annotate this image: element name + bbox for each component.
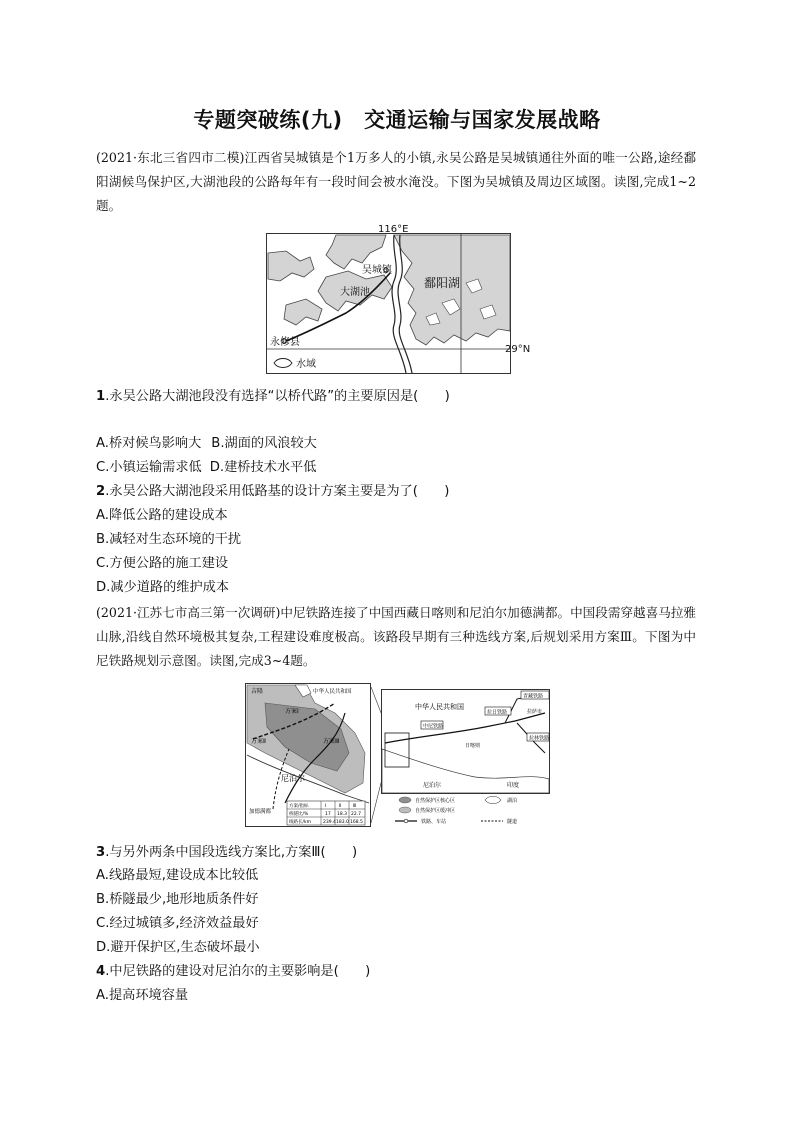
map1-legend-water-label: 水域: [296, 359, 316, 370]
question-3-number: 3: [96, 845, 106, 860]
question-2-option-c: C.方便公路的施工建设: [96, 556, 229, 571]
table-row2-0: 线路长/km: [289, 820, 312, 825]
map-wucheng: [266, 233, 511, 374]
inset-country-label: 中华人民共和国: [313, 689, 352, 695]
right-lhasa-label: 拉萨市: [527, 709, 543, 715]
inset-plan3-label: 方案Ⅲ: [323, 738, 340, 745]
question-1-stem: .永吴公路大湖池段没有选择“以桥代路”的主要原因是( ): [105, 389, 450, 404]
map-wucheng-svg: [266, 233, 511, 374]
question-1-option-c: C.小镇运输需求低: [96, 460, 202, 475]
question-3-stem: .与另外两条中国段选线方案比,方案Ⅲ( ): [105, 845, 358, 860]
inset-plan2-label: 方案Ⅱ: [251, 738, 266, 745]
right-india-label: 印度: [507, 782, 520, 789]
question-1: [96, 387, 450, 407]
map1-lat-text: 29°N: [505, 344, 531, 355]
question-1-number: 1: [96, 389, 106, 404]
table-head-3: Ⅲ: [353, 804, 357, 809]
question-4-option-a: A.提高环境容量: [96, 988, 189, 1003]
question-3-option-d: D.避开保护区,生态破坏最小: [96, 940, 260, 955]
table-row2-2: 183.0: [336, 820, 349, 825]
question-1-option-d: D.建桥技术水平低: [209, 460, 317, 475]
legend-lake-label: 湖泊: [507, 798, 518, 804]
legend-buffer-label: 自然保护区缓冲区: [415, 808, 456, 814]
map1-lon-text: 116°E: [378, 224, 409, 235]
map-china-nepal-railway: [245, 683, 550, 827]
legend-rail-label: 铁路、车站: [421, 819, 447, 825]
question-4-number: 4: [96, 964, 106, 979]
map1-county-label: 永修县: [270, 337, 300, 348]
page-title: 专题突破练(九) 交通运输与国家发展战略: [193, 108, 601, 132]
table-row2-3: 168.5: [350, 820, 363, 825]
question-3-option-c: C.经过城镇多,经济效益最好: [96, 916, 259, 931]
legend-lake-swatch: [485, 796, 501, 804]
question-3-option-a: A.线路最短,建设成本比较低: [96, 868, 259, 883]
table-row1-2: 18.3: [337, 812, 348, 817]
map1-lake-label: 鄱阳湖: [424, 276, 461, 290]
inset-nepal-label: 尼泊尔: [281, 774, 305, 783]
table-head-2: Ⅱ: [339, 804, 342, 809]
question-3-option-b: B.桥隧最少,地形地质条件好: [96, 892, 259, 907]
right-qzrail-label: 青藏铁路: [523, 693, 544, 700]
right-nepal-label: 尼泊尔: [423, 782, 442, 789]
question-4: [96, 962, 370, 982]
inset-plan1-label: 方案Ⅰ: [285, 708, 299, 715]
question-2-option-d: D.减少道路的维护成本: [96, 580, 230, 595]
right-cnrail-label: 中尼铁路: [423, 723, 444, 730]
question-1-option-a: A.桥对候鸟影响大: [96, 436, 202, 451]
question-2-option-a: A.降低公路的建设成本: [96, 508, 228, 523]
question-1-options-row-2: [96, 458, 316, 478]
table-row1-1: 17: [325, 812, 331, 817]
question-2-option-b: B.减轻对生态环境的干扰: [96, 532, 242, 547]
question-2-stem: .永吴公路大湖池段采用低路基的设计方案主要是为了( ): [105, 484, 450, 499]
legend-core-label: 自然保护区核心区: [415, 798, 456, 804]
inset-jilong-label: 吉隆: [251, 688, 264, 695]
right-llrail-label: 拉林铁路: [529, 735, 550, 742]
legend-core-swatch: [399, 797, 411, 803]
table-row2-1: 239.4: [323, 820, 336, 825]
intro-paragraph-1: (2021·东北三省四市二模)江西省吴城镇是个1万多人的小镇,永吴公路是吴城镇通往外面的唯一公路,途经鄱阳湖候鸟保护区,大湖池段的公路每年有一段时间会被水淹没。下图为吴城镇及周边区域图。读图,完成1~2题。: [96, 150, 696, 213]
right-country-label: 中华人民共和国: [415, 703, 464, 711]
map-china-nepal-railway-svg: [245, 683, 550, 827]
table-head-0: 方案/指标: [289, 804, 309, 809]
inset-kathmandu-label: 加德满都: [249, 809, 272, 815]
legend-buffer-swatch: [399, 807, 411, 813]
question-3: [96, 843, 357, 863]
question-2: [96, 482, 449, 502]
question-1-options-row-1: [96, 434, 317, 454]
map1-pool-label: 大湖池: [340, 287, 370, 298]
legend-tunnel-label: 隧道: [507, 819, 518, 825]
question-1-option-b: B.湖面的风浪较大: [211, 436, 317, 451]
question-4-stem: .中尼铁路的建设对尼泊尔的主要影响是( ): [105, 964, 371, 979]
intro-paragraph-2: (2021·江苏七市高三第一次调研)中尼铁路连接了中国西藏日喀则和尼泊尔加德满都。中国段需穿越喜马拉雅山脉,沿线自然环境极其复杂,工程建设难度极高。该路段早期有三种选线方案,后规划采用方案Ⅲ。下图为中尼铁路规划示意图。读图,完成3~4题。: [96, 605, 697, 668]
question-2-number: 2: [96, 484, 106, 499]
table-row1-3: 22.7: [351, 812, 362, 817]
table-row1-0: 桥隧比/%: [289, 812, 309, 817]
right-shigatse-label: 日喀则: [465, 743, 481, 749]
map1-town-label: 吴城镇: [362, 265, 392, 276]
water-legend-swatch: [274, 359, 292, 368]
right-lrrail-label: 拉日铁路: [487, 709, 508, 716]
table-head-1: Ⅰ: [325, 804, 327, 809]
